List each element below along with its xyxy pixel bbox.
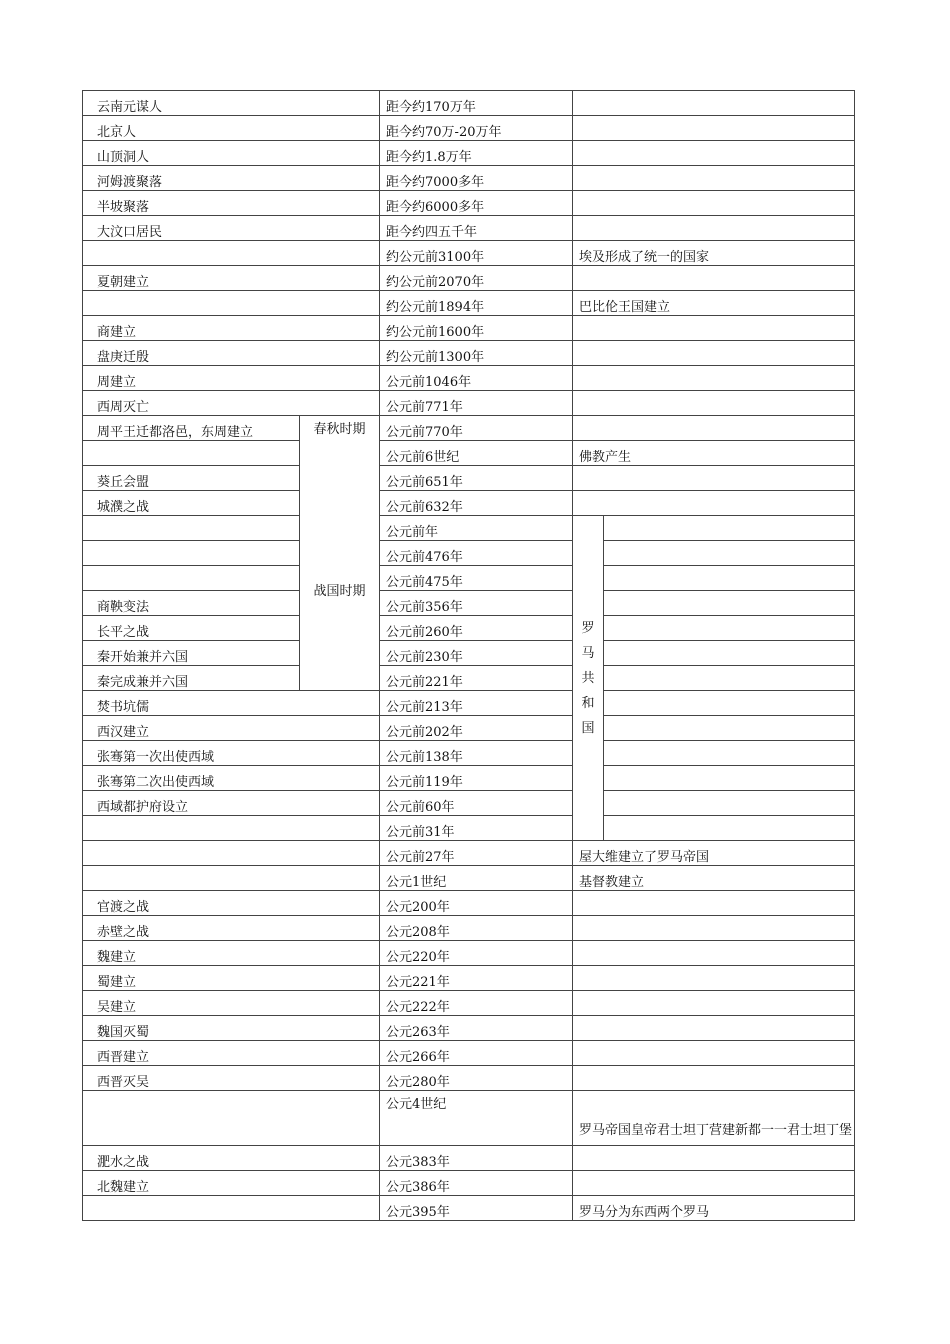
date-cell: 公元前60年 <box>380 791 573 816</box>
table-row <box>83 366 855 391</box>
world-event-cell <box>573 166 855 191</box>
event-cell <box>83 241 380 266</box>
event-cell: 赤壁之战 <box>83 916 380 941</box>
date-cell: 公元4世纪 <box>380 1091 573 1146</box>
date-cell: 公元前475年 <box>380 566 573 591</box>
date-cell: 距今约70万-20万年 <box>380 116 573 141</box>
world-event-cell <box>573 1066 855 1091</box>
world-event-cell <box>573 91 855 116</box>
table-row <box>83 916 855 941</box>
event-cell: 商建立 <box>83 316 380 341</box>
table-row <box>83 291 855 316</box>
table-row <box>83 1091 855 1146</box>
world-event-cell <box>573 941 855 966</box>
world-event-cell <box>573 341 855 366</box>
event-cell: 盘庚迁殷 <box>83 341 380 366</box>
event-cell: 半坡聚落 <box>83 191 380 216</box>
world-event-cell <box>573 216 855 241</box>
date-cell: 距今约170万年 <box>380 91 573 116</box>
table-row <box>83 566 855 591</box>
event-cell: 蜀建立 <box>83 966 380 991</box>
table-row <box>83 891 855 916</box>
event-cell <box>83 816 380 841</box>
world-event-cell <box>573 916 855 941</box>
date-cell: 公元前6世纪 <box>380 441 573 466</box>
timeline-body <box>83 91 855 1221</box>
world-event-cell <box>573 1146 855 1171</box>
event-cell: 大汶口居民 <box>83 216 380 241</box>
world-event-cell <box>573 266 855 291</box>
date-cell: 约公元前2070年 <box>380 266 573 291</box>
event-cell: 魏建立 <box>83 941 380 966</box>
table-row <box>83 491 855 516</box>
world-event-cell <box>604 591 855 616</box>
table-row <box>83 866 855 891</box>
world-event-cell <box>573 891 855 916</box>
table-row <box>83 416 855 441</box>
event-cell: 张骞第一次出使西域 <box>83 741 380 766</box>
world-event-cell <box>604 791 855 816</box>
date-cell: 公元前27年 <box>380 841 573 866</box>
world-event-cell: 基督教建立 <box>573 866 855 891</box>
date-cell: 公元前260年 <box>380 616 573 641</box>
event-cell: 山顶洞人 <box>83 141 380 166</box>
date-cell: 距今约7000多年 <box>380 166 573 191</box>
world-event-cell <box>573 191 855 216</box>
table-row <box>83 766 855 791</box>
table-row <box>83 941 855 966</box>
date-cell: 公元前31年 <box>380 816 573 841</box>
period-warring-states-label: 战国时期 <box>313 584 366 599</box>
date-cell: 公元220年 <box>380 941 573 966</box>
table-row <box>83 91 855 116</box>
world-event-cell <box>573 316 855 341</box>
date-cell: 公元前138年 <box>380 741 573 766</box>
period-spring-autumn-label: 春秋时期 <box>313 422 366 437</box>
event-cell: 吴建立 <box>83 991 380 1016</box>
table-row <box>83 1016 855 1041</box>
date-cell: 约公元前1894年 <box>380 291 573 316</box>
event-cell: 西域都护府设立 <box>83 791 380 816</box>
world-event-cell <box>573 491 855 516</box>
world-event-cell: 巴比伦王国建立 <box>573 291 855 316</box>
world-event-cell <box>604 816 855 841</box>
event-cell: 西晋灭吴 <box>83 1066 380 1091</box>
date-cell: 公元前1046年 <box>380 366 573 391</box>
world-event-cell <box>604 691 855 716</box>
date-cell: 距今约6000多年 <box>380 191 573 216</box>
world-event-cell <box>573 141 855 166</box>
rome-republic-cell <box>573 516 604 841</box>
table-row <box>83 841 855 866</box>
world-event-cell: 屋大维建立了罗马帝国 <box>573 841 855 866</box>
event-cell <box>83 441 300 466</box>
world-event-cell: 佛教产生 <box>573 441 855 466</box>
date-cell: 公元前651年 <box>380 466 573 491</box>
world-event-cell <box>573 966 855 991</box>
world-event-cell: 埃及形成了统一的国家 <box>573 241 855 266</box>
date-cell: 公元前632年 <box>380 491 573 516</box>
event-cell <box>83 516 300 541</box>
date-cell: 公元200年 <box>380 891 573 916</box>
table-row <box>83 466 855 491</box>
world-event-cell <box>604 741 855 766</box>
event-cell <box>83 541 300 566</box>
table-row <box>83 791 855 816</box>
event-cell: 商鞅变法 <box>83 591 300 616</box>
world-event-cell <box>604 516 855 541</box>
table-row <box>83 141 855 166</box>
table-row <box>83 541 855 566</box>
event-cell: 秦开始兼并六国 <box>83 641 300 666</box>
world-event-cell <box>573 416 855 441</box>
event-cell: 周平王迁都洛邑，东周建立 <box>83 416 300 441</box>
event-cell <box>83 291 380 316</box>
date-cell: 公元前213年 <box>380 691 573 716</box>
period-cell <box>300 416 380 691</box>
table-row <box>83 741 855 766</box>
date-cell: 约公元前1600年 <box>380 316 573 341</box>
event-cell: 河姆渡聚落 <box>83 166 380 191</box>
table-row <box>83 1066 855 1091</box>
world-event-cell <box>573 466 855 491</box>
event-cell: 夏朝建立 <box>83 266 380 291</box>
event-cell: 葵丘会盟 <box>83 466 300 491</box>
event-cell <box>83 841 380 866</box>
date-cell: 公元280年 <box>380 1066 573 1091</box>
table-row <box>83 316 855 341</box>
table-row <box>83 391 855 416</box>
world-event-cell <box>573 1041 855 1066</box>
world-event-cell <box>604 716 855 741</box>
table-row <box>83 666 855 691</box>
table-row <box>83 1171 855 1196</box>
event-cell: 秦完成兼并六国 <box>83 666 300 691</box>
history-timeline-table <box>82 90 855 1221</box>
table-row <box>83 816 855 841</box>
event-cell: 魏国灭蜀 <box>83 1016 380 1041</box>
date-cell: 公元前年 <box>380 516 573 541</box>
date-cell: 距今约1.8万年 <box>380 141 573 166</box>
world-event-cell <box>604 766 855 791</box>
world-event-cell <box>573 391 855 416</box>
date-cell: 公元前771年 <box>380 391 573 416</box>
table-row <box>83 1041 855 1066</box>
rome-republic-label: 罗马共和国 <box>581 620 595 736</box>
event-cell: 张骞第二次出使西域 <box>83 766 380 791</box>
event-cell: 西晋建立 <box>83 1041 380 1066</box>
date-cell: 公元208年 <box>380 916 573 941</box>
table-row <box>83 641 855 666</box>
world-event-cell <box>604 666 855 691</box>
table-row <box>83 691 855 716</box>
table-row <box>83 166 855 191</box>
event-cell: 西周灭亡 <box>83 391 380 416</box>
date-cell: 公元221年 <box>380 966 573 991</box>
date-cell: 公元前221年 <box>380 666 573 691</box>
date-cell: 公元222年 <box>380 991 573 1016</box>
date-cell: 公元前356年 <box>380 591 573 616</box>
date-cell: 约公元前1300年 <box>380 341 573 366</box>
event-cell: 云南元谋人 <box>83 91 380 116</box>
date-cell: 公元266年 <box>380 1041 573 1066</box>
event-cell: 焚书坑儒 <box>83 691 380 716</box>
world-event-cell <box>573 1016 855 1041</box>
table-row <box>83 716 855 741</box>
table-row <box>83 616 855 641</box>
table-row <box>83 1196 855 1221</box>
event-cell: 长平之战 <box>83 616 300 641</box>
world-event-cell <box>604 541 855 566</box>
world-event-cell <box>604 616 855 641</box>
event-cell: 官渡之战 <box>83 891 380 916</box>
date-cell: 公元前476年 <box>380 541 573 566</box>
date-cell: 公元1世纪 <box>380 866 573 891</box>
event-cell: 西汉建立 <box>83 716 380 741</box>
world-event-cell <box>573 991 855 1016</box>
event-cell: 淝水之战 <box>83 1146 380 1171</box>
event-cell <box>83 566 300 591</box>
world-event-cell <box>573 1171 855 1196</box>
table-row <box>83 966 855 991</box>
table-row <box>83 116 855 141</box>
date-cell: 约公元前3100年 <box>380 241 573 266</box>
table-row <box>83 266 855 291</box>
event-cell: 周建立 <box>83 366 380 391</box>
table-row <box>83 991 855 1016</box>
date-cell: 公元386年 <box>380 1171 573 1196</box>
table-row <box>83 591 855 616</box>
table-row <box>83 441 855 466</box>
date-cell: 距今约四五千年 <box>380 216 573 241</box>
event-cell: 北魏建立 <box>83 1171 380 1196</box>
event-cell <box>83 1091 380 1146</box>
world-event-cell: 罗马帝国皇帝君士坦丁营建新都一一君士坦丁堡 <box>573 1091 855 1146</box>
table-row <box>83 216 855 241</box>
table-row <box>83 516 855 541</box>
table-row <box>83 1146 855 1171</box>
table-row <box>83 191 855 216</box>
world-event-cell <box>573 366 855 391</box>
event-cell: 北京人 <box>83 116 380 141</box>
date-cell: 公元263年 <box>380 1016 573 1041</box>
table-row <box>83 241 855 266</box>
date-cell: 公元383年 <box>380 1146 573 1171</box>
table-row <box>83 341 855 366</box>
world-event-cell <box>573 116 855 141</box>
world-event-cell: 罗马分为东西两个罗马 <box>573 1196 855 1221</box>
event-cell <box>83 1196 380 1221</box>
date-cell: 公元前770年 <box>380 416 573 441</box>
date-cell: 公元395年 <box>380 1196 573 1221</box>
event-cell: 城濮之战 <box>83 491 300 516</box>
event-cell <box>83 866 380 891</box>
date-cell: 公元前202年 <box>380 716 573 741</box>
date-cell: 公元前230年 <box>380 641 573 666</box>
date-cell: 公元前119年 <box>380 766 573 791</box>
world-event-cell <box>604 566 855 591</box>
world-event-cell <box>604 641 855 666</box>
